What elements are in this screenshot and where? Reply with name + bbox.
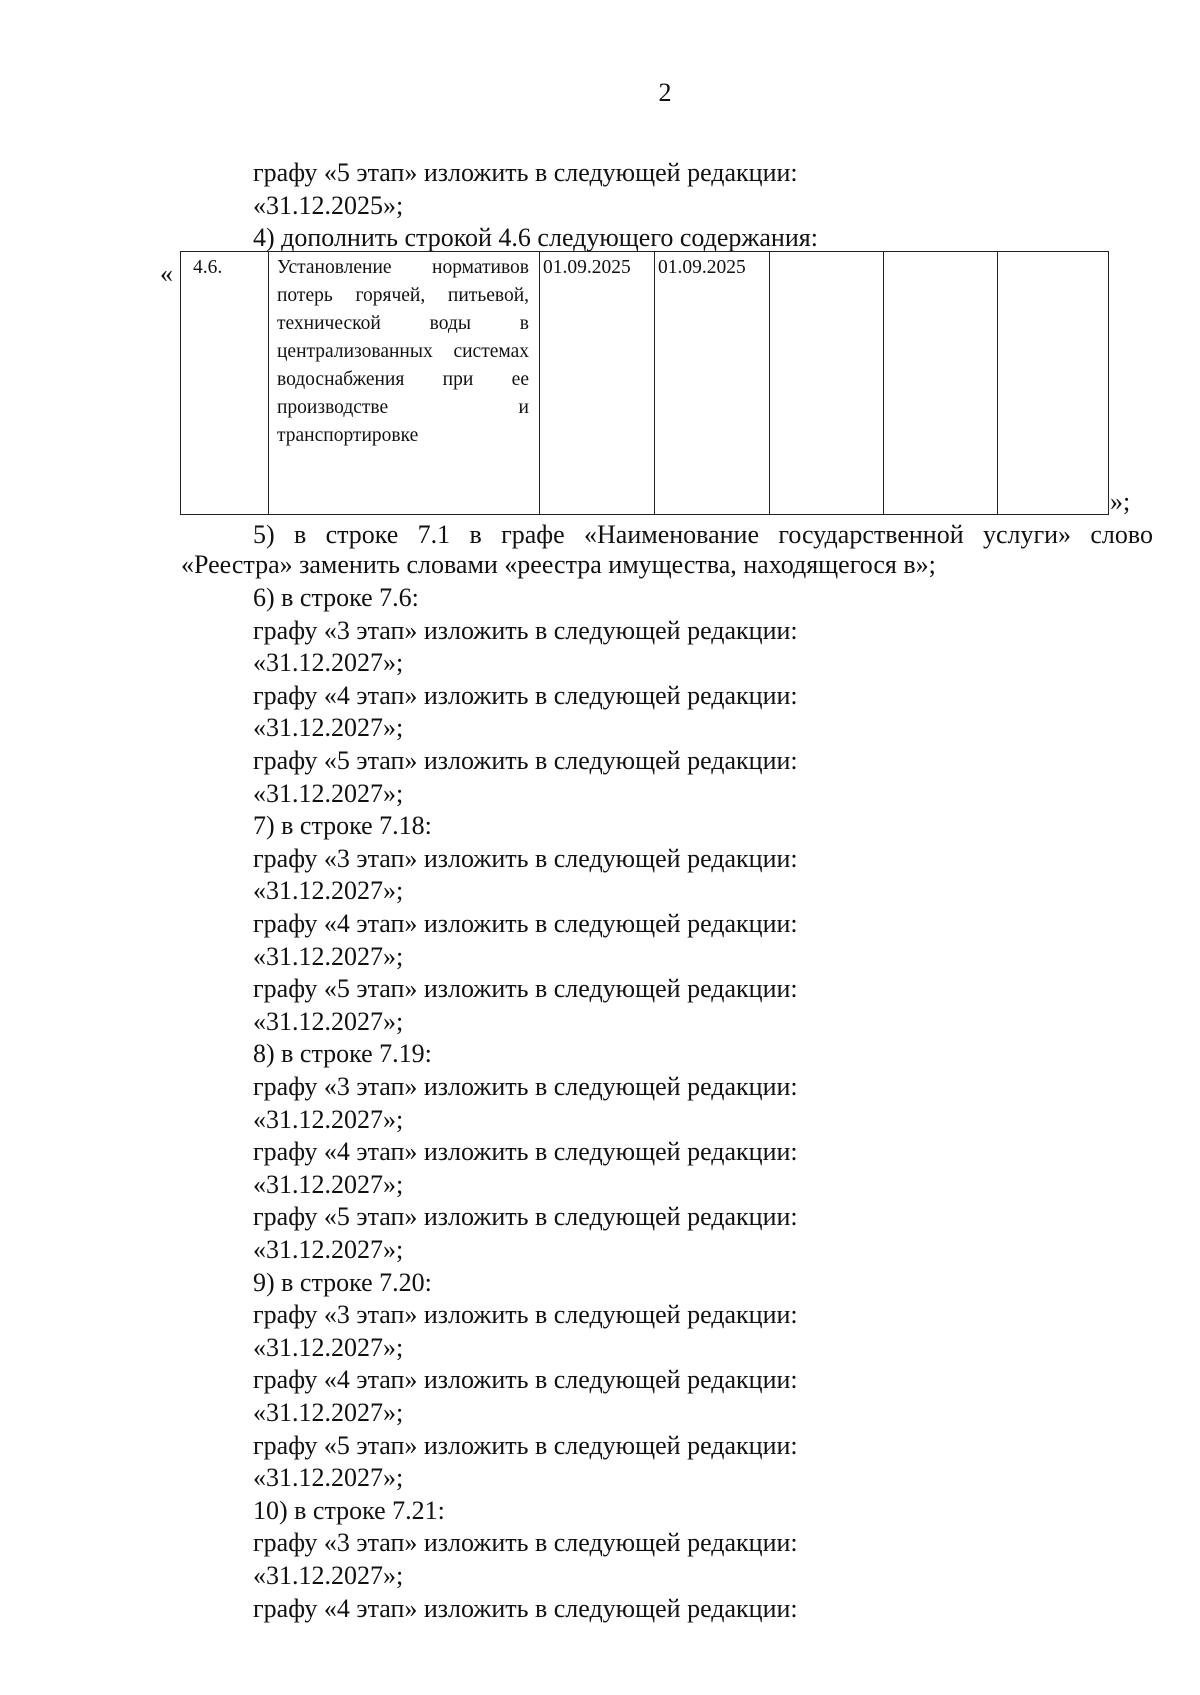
text-line: 8) в строке 7.19: xyxy=(253,1039,432,1069)
row-number-cell: 4.6. xyxy=(181,252,269,515)
text-line: графу «4 этап» изложить в следующей редакции: xyxy=(253,680,798,710)
empty-cell xyxy=(998,252,1109,515)
text-line: «31.12.2027»; xyxy=(253,1235,404,1264)
text-line: «31.12.2027»; xyxy=(253,778,404,808)
text-line: графу «5 этап» изложить в следующей редакции: xyxy=(253,746,798,775)
date-cell: 01.09.2025 xyxy=(540,252,655,515)
text-line: «31.12.2027»; xyxy=(253,713,404,743)
text-line: «31.12.2027»; xyxy=(253,941,404,971)
text-line: «31.12.2027»; xyxy=(253,1332,404,1362)
text-line: графу «4 этап» изложить в следующей редакции: xyxy=(253,1137,798,1167)
service-name-cell: Установление нормативов потерь горячей, питьевой, технической воды в централизованных системах водоснабжения при ее производстве и транспортировке xyxy=(269,252,540,515)
table-close-quote: »; xyxy=(1110,487,1131,516)
paragraph-5: 5) в строке 7.1 в графе «Наименование государственной услуги» слово «Реестра» заменить словами «реестра имущества, находящегося в»; xyxy=(181,520,1153,579)
text-line: «31.12.2027»; xyxy=(253,648,404,678)
text-line: «31.12.2027»; xyxy=(253,1561,404,1590)
text-line: «31.12.2027»; xyxy=(253,1398,404,1427)
inserted-row-table xyxy=(180,251,1109,515)
text-line: «31.12.2027»; xyxy=(253,1006,404,1036)
text-line: «31.12.2027»; xyxy=(253,876,404,906)
text-line: 4) дополнить строкой 4.6 следующего содержания: xyxy=(253,223,818,252)
text-line: графу «5 этап» изложить в следующей редакции: xyxy=(253,1430,798,1460)
empty-cell xyxy=(884,252,998,515)
text-line: «31.12.2027»; xyxy=(253,1104,404,1134)
text-line: графу «3 этап» изложить в следующей редакции: xyxy=(253,843,798,873)
table-open-quote: « xyxy=(160,259,173,288)
text-line: 7) в строке 7.18: xyxy=(253,811,432,841)
page-number: 2 xyxy=(658,78,672,107)
text-line: графу «5 этап» изложить в следующей редакции: xyxy=(253,974,798,1004)
text-line: «31.12.2025»; xyxy=(253,191,404,220)
text-line: графу «5 этап» изложить в следующей редакции: xyxy=(253,158,798,187)
text-line: графу «3 этап» изложить в следующей редакции: xyxy=(253,1072,798,1101)
text-line: 6) в строке 7.6: xyxy=(253,583,419,612)
text-line: графу «4 этап» изложить в следующей редакции: xyxy=(253,1593,798,1623)
text-line: 10) в строке 7.21: xyxy=(253,1495,445,1525)
text-line: 9) в строке 7.20: xyxy=(253,1267,432,1297)
text-line: «31.12.2027»; xyxy=(253,1463,404,1493)
date-cell: 01.09.2025 xyxy=(655,252,770,515)
table-row xyxy=(181,252,1109,515)
text-line: графу «5 этап» изложить в следующей редакции: xyxy=(253,1202,798,1232)
text-line: графу «3 этап» изложить в следующей редакции: xyxy=(253,1300,798,1330)
text-line: графу «3 этап» изложить в следующей редакции: xyxy=(253,1528,798,1558)
text-line: графу «3 этап» изложить в следующей редакции: xyxy=(253,615,798,645)
empty-cell xyxy=(770,252,884,515)
text-line: графу «4 этап» изложить в следующей редакции: xyxy=(253,909,798,938)
text-line: графу «4 этап» изложить в следующей редакции: xyxy=(253,1365,798,1395)
text-line: «31.12.2027»; xyxy=(253,1169,404,1199)
